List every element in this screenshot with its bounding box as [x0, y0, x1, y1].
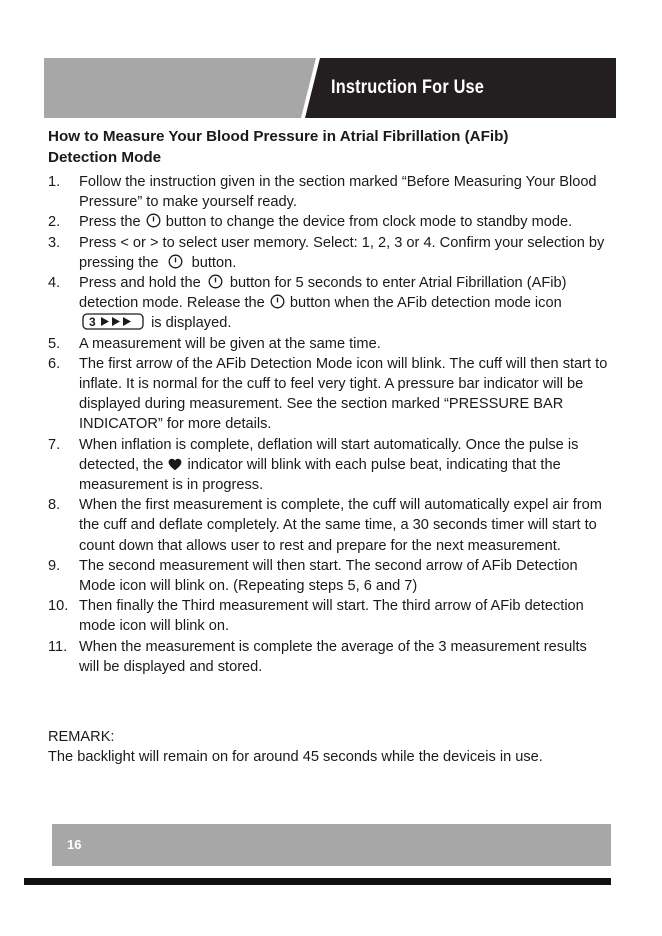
remark-title: REMARK: [48, 729, 115, 745]
step-text: When the measurement is complete the average of the 3 measurement results will be displayed and stored. [79, 638, 587, 675]
step-text-middle: button for 5 seconds to enter Atrial Fibrillation (AFib) detection mode. Release the [79, 275, 567, 312]
heart-icon [168, 458, 182, 471]
footer-rule [24, 878, 611, 885]
step-item [48, 556, 608, 596]
step-text-before: Press and hold the [79, 275, 201, 292]
step-number: 3. [48, 234, 61, 251]
instruction-steps [48, 172, 608, 677]
page-title: Instruction For Use [331, 77, 485, 98]
step-item [48, 495, 608, 556]
step-text: Then finally the Third measurement will start. The third arrow of AFib detection mode icon will blink on. [79, 598, 584, 635]
step-text-after: is displayed. [151, 315, 232, 332]
step-number: 1. [48, 174, 61, 190]
step-text: When the first measurement is complete, the cuff will automatically expel air from the cuff and deflate completely. At the same time, a 30 seconds timer will start to count down that allows user to rest and prepare for the next measurement. [79, 497, 602, 554]
afib-arrow-3 [123, 317, 131, 326]
power-button-icon [208, 274, 223, 289]
step-text: A measurement will be given at the same time. [79, 335, 381, 352]
afib-arrow-2 [112, 317, 120, 326]
step-number: 8. [48, 497, 61, 514]
step-number: 9. [48, 557, 61, 574]
power-button-icon [146, 213, 161, 228]
afib-icon-digit: 3 [89, 315, 96, 330]
step-number: 2. [48, 214, 61, 231]
step-text-before: Press the [79, 214, 141, 231]
step-item [48, 233, 608, 273]
afib-arrow-1 [101, 317, 109, 326]
step-number: 10. [48, 598, 69, 615]
step-text: The second measurement will then start. The second arrow of AFib Detection Mode icon will blink on. (Repeating steps 5, 6 and 7) [79, 557, 578, 595]
section-heading-line-1: How to Measure Your Blood Pressure in Atrial Fibrillation (AFib) [48, 128, 509, 145]
step-number: 6. [48, 355, 61, 372]
step-item [48, 273, 608, 334]
step-text-before: Press < or > to select user memory. Select: 1, 2, 3 or 4. Confirm your selection by pressing the [79, 234, 605, 271]
power-button-icon [270, 294, 285, 309]
step-text-after: indicator will blink with each pulse beat, indicating that the measurement is in progress. [79, 456, 561, 494]
section-heading-line-2: Detection Mode [48, 149, 162, 166]
page-number: 16 [67, 837, 82, 852]
remark-text: The backlight will remain on for around 45 seconds while the deviceis in use. [48, 749, 543, 765]
step-text: The first arrow of the AFib Detection Mode icon will blink. The cuff will then start to inflate. It is normal for the cuff to feel very tight. A pressure bar indicator will be displayed during measurement. See the section marked “PRESSURE BAR INDICATOR” for more details. [79, 355, 608, 433]
step-text-middle-2: button when the AFib detection mode icon [289, 295, 562, 312]
step-item [48, 172, 608, 212]
step-text-after: button. [191, 254, 237, 271]
step-item [48, 596, 608, 636]
step-item [48, 212, 608, 232]
step-item [48, 435, 608, 496]
step-item [48, 637, 608, 677]
power-button-icon [168, 254, 183, 269]
step-number: 11. [48, 638, 68, 655]
step-item [48, 334, 608, 354]
footer-bar [52, 824, 611, 866]
step-number: 4. [48, 275, 61, 292]
step-text-before: When inflation is complete, deflation will start automatically. Once the pulse is detected, the [79, 436, 579, 473]
section-heading [48, 126, 628, 168]
step-number: 5. [48, 335, 61, 352]
afib-mode-icon [82, 313, 144, 330]
step-number: 7. [48, 436, 61, 453]
step-item [48, 354, 608, 435]
step-text-after: button to change the device from clock mode to standby mode. [165, 214, 573, 231]
step-text: Follow the instruction given in the section marked “Before Measuring Your Blood Pressure” to make yourself ready. [79, 174, 597, 211]
